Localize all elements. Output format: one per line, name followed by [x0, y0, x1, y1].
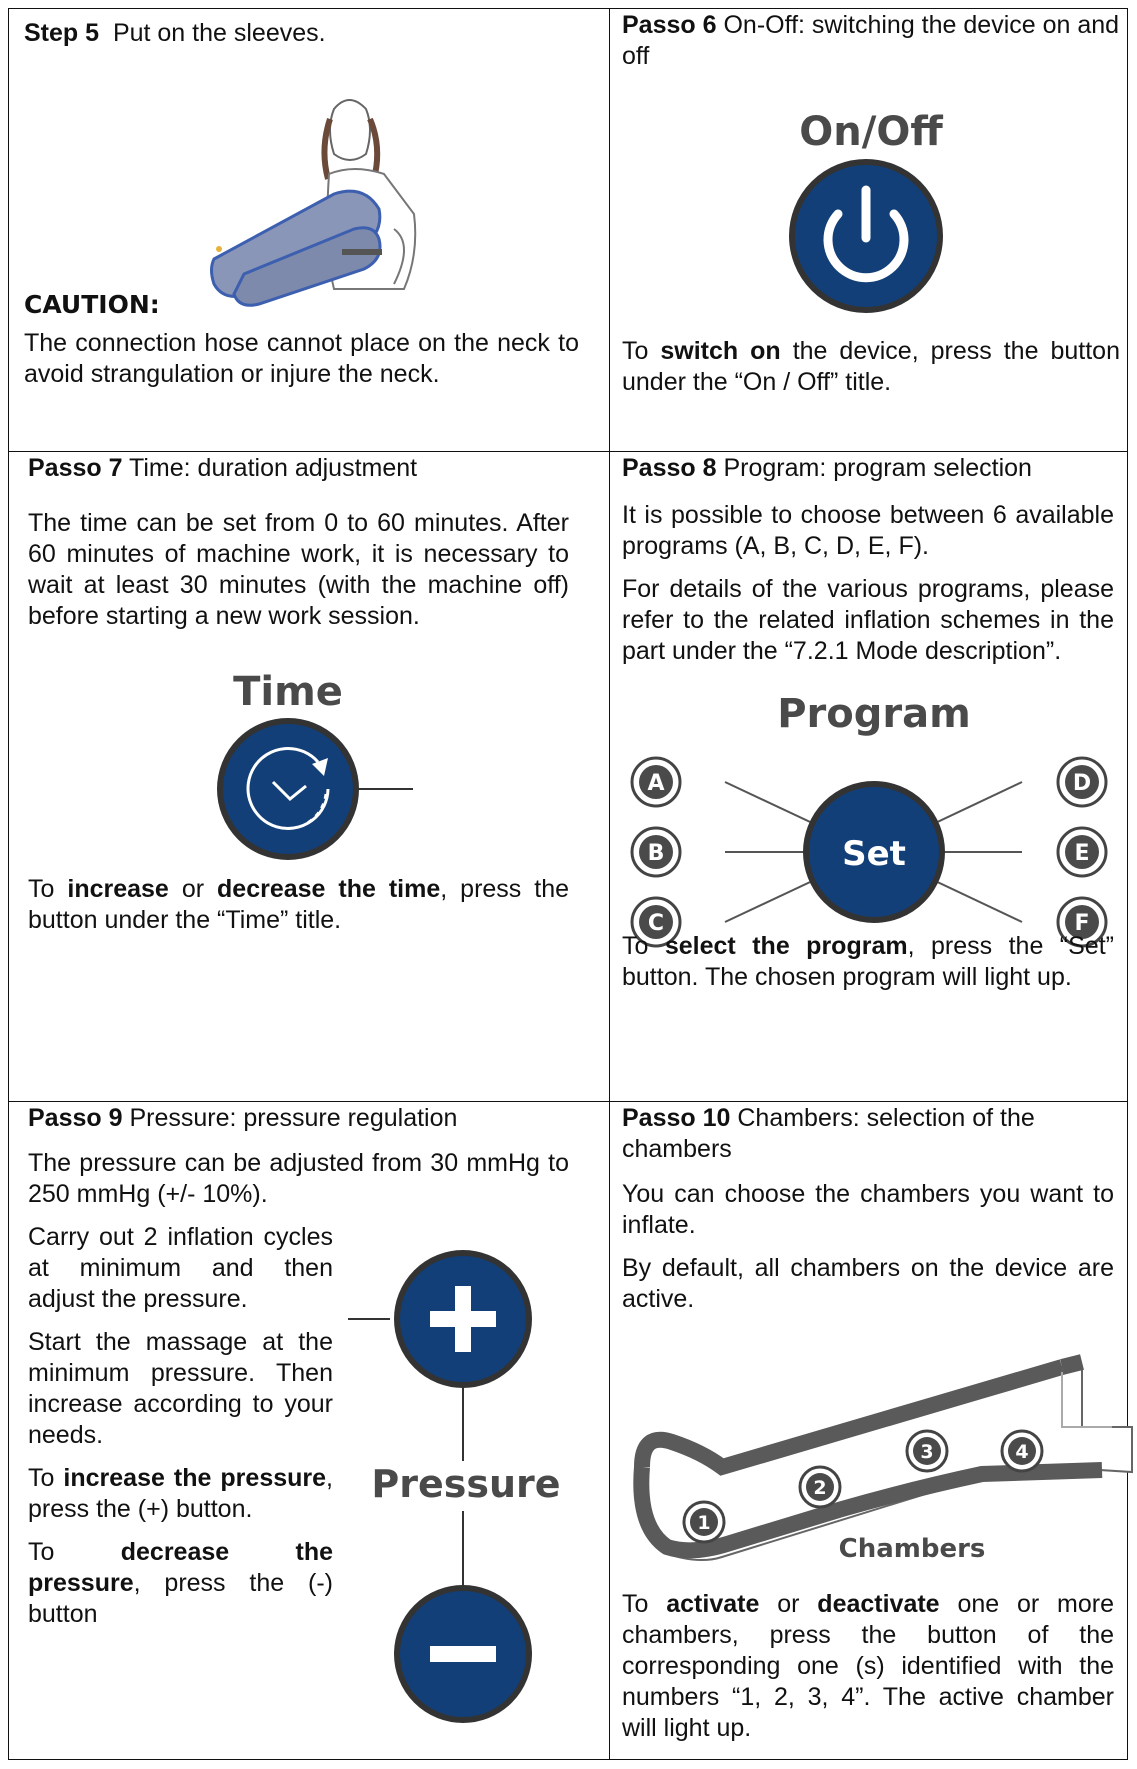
step8-cell — [622, 453, 1114, 1083]
step7-label: Passo 7 — [28, 454, 123, 482]
program-button-e[interactable] — [1058, 828, 1106, 876]
program-letter: C — [647, 911, 665, 936]
row-divider — [9, 451, 1127, 452]
step9-range: The pressure can be adjusted from 30 mmHg to 250 mmHg (+/- 10%). — [28, 1149, 569, 1208]
step8-label: Passo 8 — [622, 454, 717, 482]
time-button[interactable] — [28, 714, 569, 864]
step8-instruction: To select the program, press the “Set” button. The chosen program will light up. — [622, 932, 1114, 991]
row-divider — [9, 1101, 1127, 1102]
pressure-title: Pressure — [371, 1462, 561, 1506]
caution-text: The connection hose cannot place on the neck to avoid strangulation or injure the neck. — [24, 329, 579, 388]
step10-label: Passo 10 — [622, 1104, 731, 1132]
step10-cell — [622, 1103, 1114, 1753]
step9-heading — [28, 1103, 588, 1134]
step9-increase: To increase the pressure, press the (+) button. — [28, 1464, 333, 1523]
step8-title: Program: program selection — [723, 454, 1032, 482]
svg-text:Set: Set — [842, 834, 906, 874]
step9-start: Start the massage at the minimum pressure. Then increase according to your needs. — [28, 1328, 333, 1449]
step9-cell — [28, 1103, 588, 1753]
program-letter: D — [1072, 771, 1092, 796]
chamber-button-1[interactable] — [684, 1502, 724, 1542]
onoff-title: On/Off — [799, 109, 943, 155]
step7-description: The time can be set from 0 to 60 minutes. After 60 minutes of machine work, it is necessary to wait at least 30 minutes (with the machine off) before starting a new work session. — [28, 509, 569, 630]
step9-decrease: To decrease the pressure, press the (-) button — [28, 1538, 334, 1628]
step10-heading — [622, 1103, 1114, 1165]
step6-instruction: To switch on the device, press the button under the “On / Off” title. — [622, 337, 1120, 396]
program-letter: F — [1074, 911, 1090, 936]
step8-reference: For details of the various programs, please refer to the related inflation schemes in the part under the “7.2.1 Mode description”. — [622, 575, 1114, 665]
chambers-title: Chambers — [838, 1534, 986, 1564]
step6-label: Passo 6 — [622, 11, 717, 39]
step9-title: Pressure: pressure regulation — [129, 1104, 458, 1132]
chambers-diagram — [622, 1327, 1114, 1567]
step7-instruction: To increase or decrease the time, press the button under the “Time” title. — [28, 875, 570, 934]
pressure-minus-button[interactable] — [397, 1588, 529, 1720]
step10-description: You can choose the chambers you want to inflate. — [622, 1180, 1114, 1239]
step6-cell — [622, 10, 1120, 440]
step10-title: Chambers: selection of the chambers — [622, 1104, 1035, 1163]
step7-title: Time: duration adjustment — [129, 454, 418, 482]
program-button-d[interactable] — [1058, 758, 1106, 806]
pressure-diagram — [348, 1191, 588, 1711]
program-letter: B — [647, 841, 665, 866]
sleeve-wearing-illustration — [24, 59, 579, 289]
step8-heading — [622, 453, 1114, 484]
chamber-number: 3 — [920, 1441, 934, 1463]
chamber-number: 1 — [697, 1512, 711, 1534]
program-letter: A — [647, 771, 665, 796]
step9-label: Passo 9 — [28, 1104, 123, 1132]
set-button[interactable] — [806, 784, 942, 920]
minus-icon — [430, 1646, 496, 1662]
step10-instruction: To activate or deactivate one or more chambers, press the button of the corresponding one (s) identified with the numbers “1, 2, 3, 4”. The active chamber will light up. — [622, 1590, 1115, 1742]
step8-description: It is possible to choose between 6 available programs (A, B, C, D, E, F). — [622, 501, 1114, 560]
pressure-plus-button[interactable] — [397, 1253, 529, 1385]
step5-cell — [24, 18, 579, 448]
column-divider — [609, 9, 610, 1759]
chamber-number: 4 — [1015, 1441, 1029, 1463]
program-button-a[interactable] — [632, 758, 680, 806]
step5-label: Step 5 — [24, 19, 100, 47]
program-diagram — [622, 679, 1114, 936]
step10-default: By default, all chambers on the device are active. — [622, 1254, 1114, 1313]
program-title: Program — [777, 691, 971, 737]
step5-heading — [24, 18, 579, 49]
program-button-b[interactable] — [632, 828, 680, 876]
power-button[interactable] — [622, 154, 1120, 314]
chamber-button-3[interactable] — [907, 1431, 947, 1471]
step7-cell — [28, 453, 569, 1083]
chamber-number: 2 — [813, 1477, 827, 1499]
step6-heading — [622, 10, 1120, 72]
step5-title: Put on the sleeves. — [112, 19, 326, 47]
step9-instructions — [28, 1222, 333, 1630]
caution-heading: CAUTION: — [24, 290, 160, 319]
chamber-button-2[interactable] — [800, 1467, 840, 1507]
chamber-button-4[interactable] — [1002, 1431, 1042, 1471]
step6-title: On-Off: switching the device on and off — [622, 11, 1120, 70]
step9-cycles: Carry out 2 inflation cycles at minimum and then adjust the pressure. — [28, 1223, 333, 1313]
time-title: Time — [233, 669, 343, 715]
step7-heading — [28, 453, 569, 484]
program-letter: E — [1074, 841, 1090, 866]
